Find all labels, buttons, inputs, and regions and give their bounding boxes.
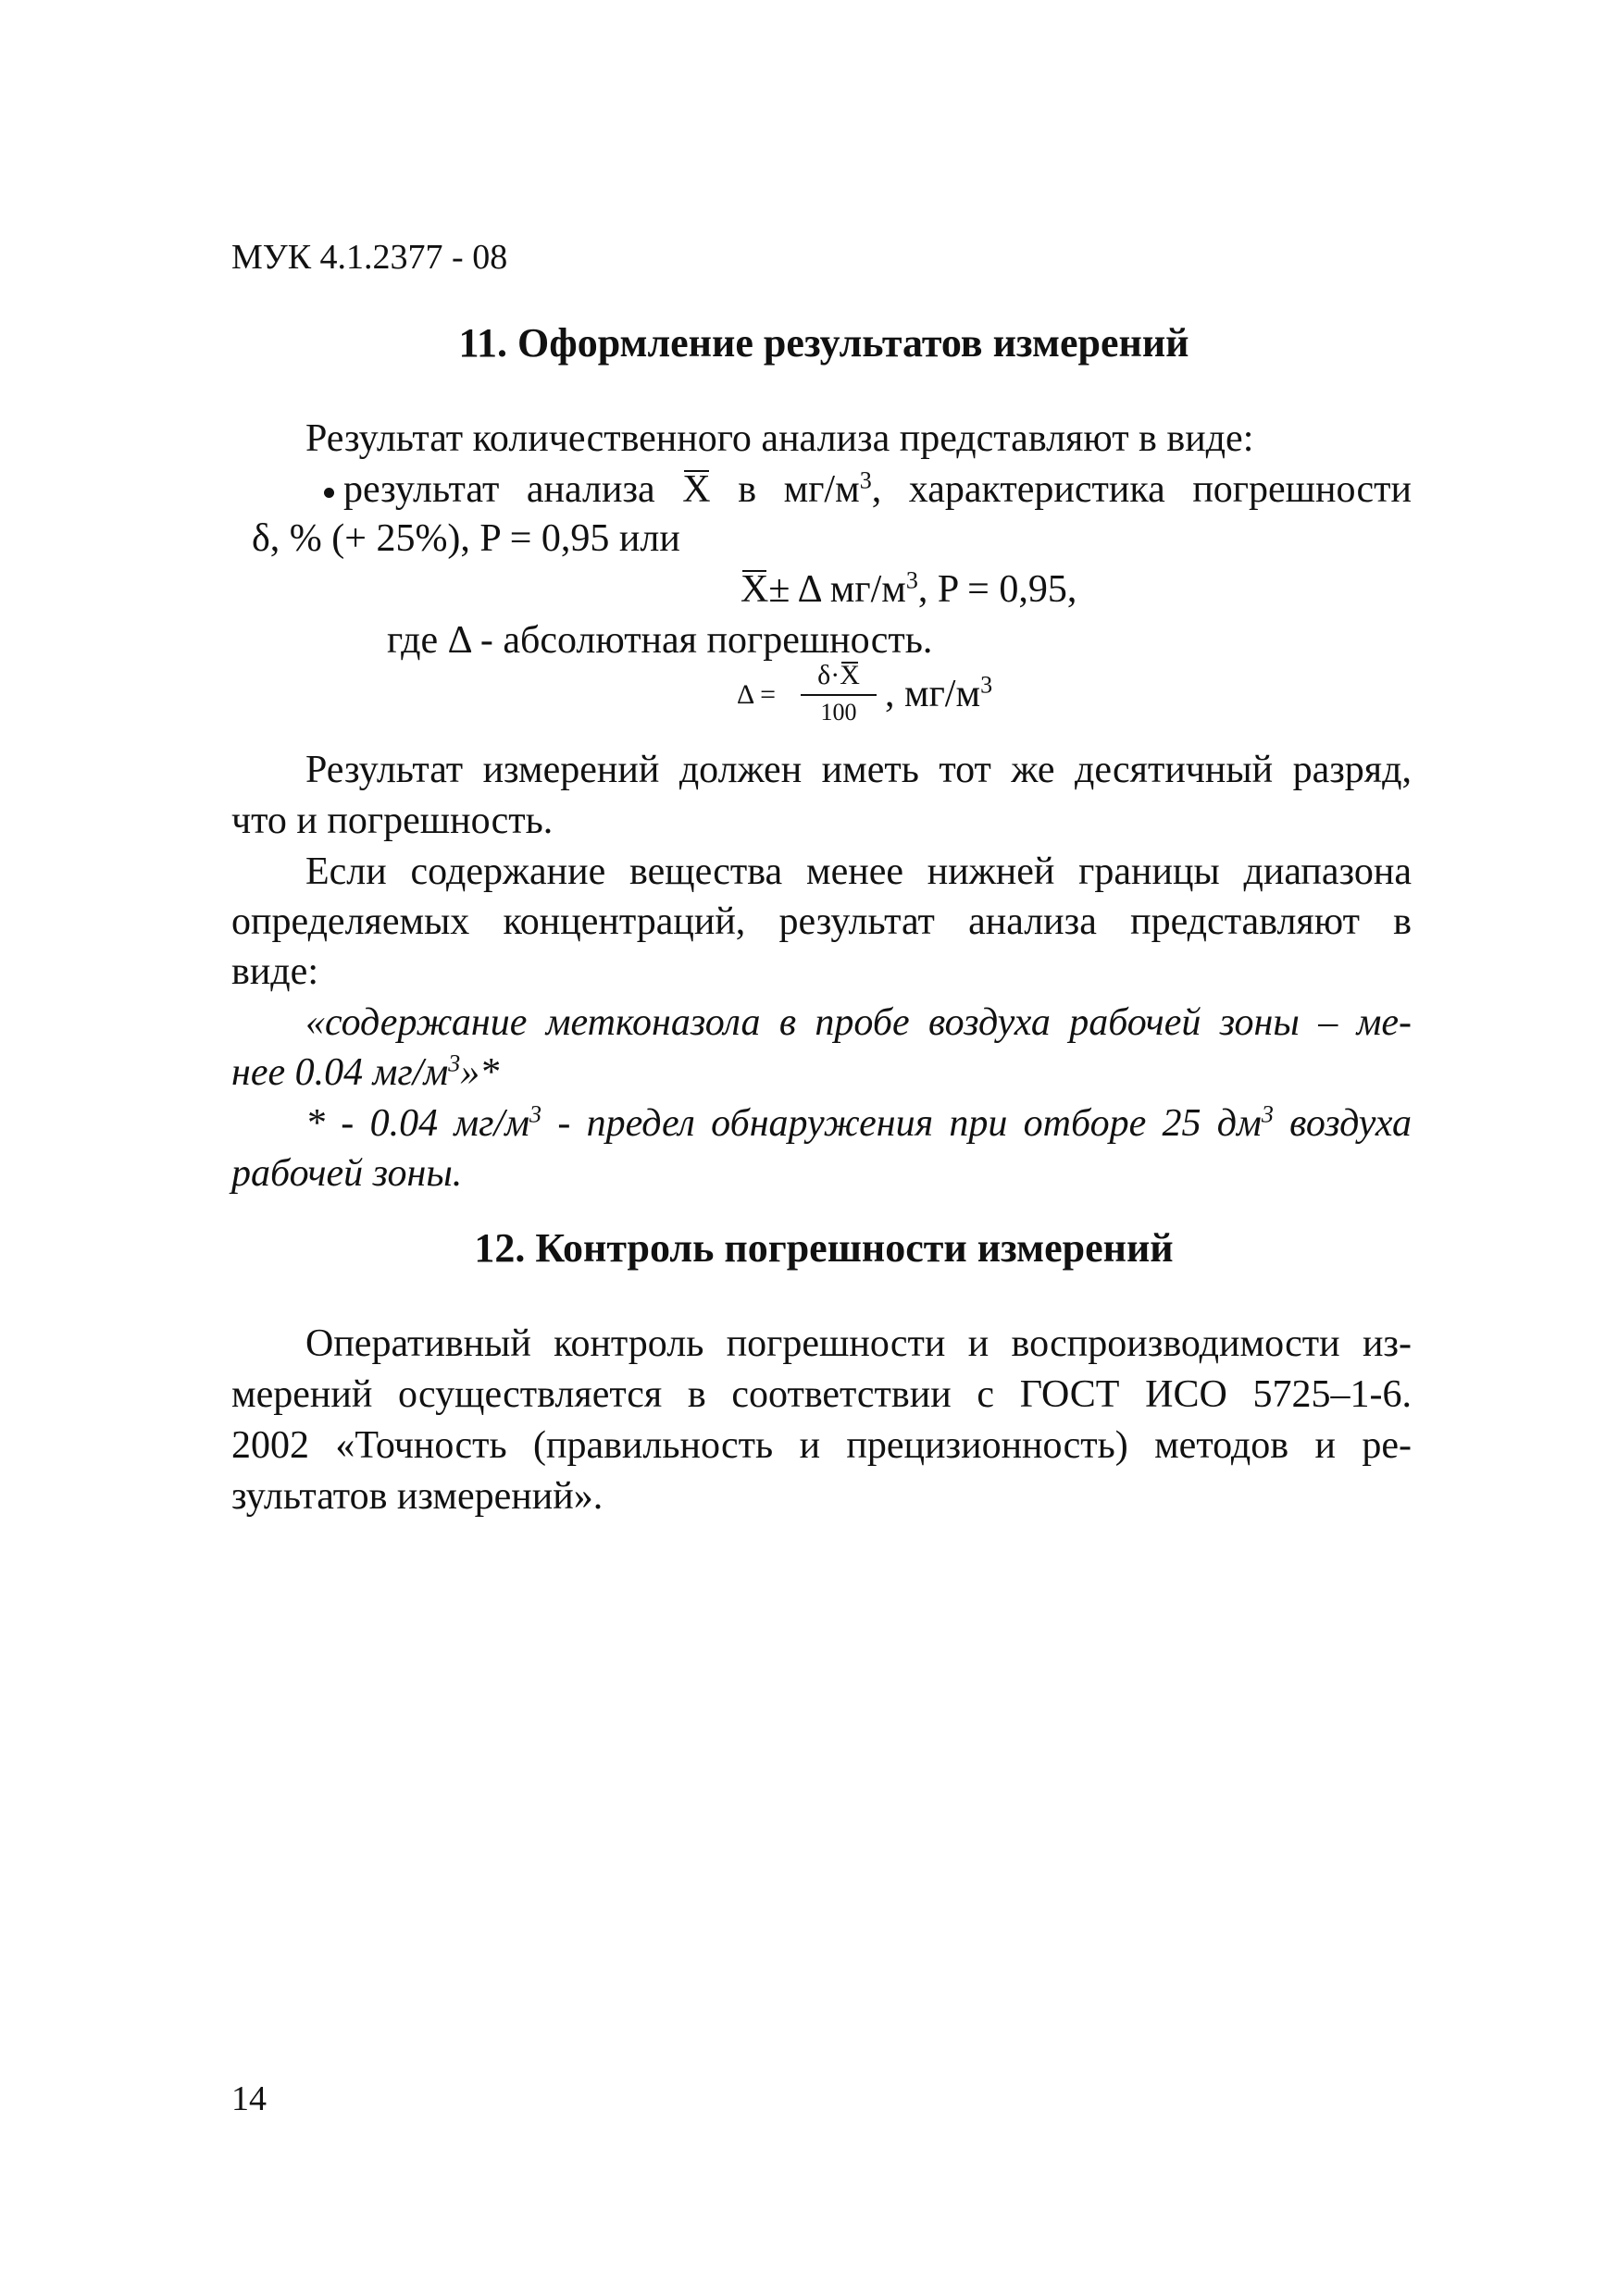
expression-line: X± Δ $мг/м^3$, P = 0,95, bbox=[741, 566, 1077, 611]
decimal-line-2: что и погрешность. bbox=[231, 800, 554, 842]
document-code: МУК 4.1.2377 - 08 bbox=[231, 238, 508, 277]
x-mean-symbol: X bbox=[741, 568, 769, 611]
formula-numerator: δ·X bbox=[817, 660, 860, 690]
section-12-heading: 12. Контроль погрешности измерений bbox=[474, 1225, 1174, 1271]
below-range-line-1: Если содержание вещества менее нижней границы диапазона bbox=[305, 850, 1412, 893]
x-mean-symbol: X bbox=[682, 468, 711, 511]
formula-fraction bbox=[797, 659, 880, 727]
footnote-line-1: * - 0.04 $мг/м^3$ - предел обнаружения при отборе 25 $дм^3$ воздуха bbox=[305, 1100, 1412, 1145]
bullet-line-1: результат анализа X в $мг/м^3$, характеристика погрешности bbox=[324, 467, 1412, 512]
formula-unit: , $мг/м^3$ bbox=[885, 671, 993, 715]
below-range-line-3: виде: bbox=[231, 950, 318, 993]
delta-formula bbox=[737, 659, 1052, 751]
formula-lhs: Δ = bbox=[737, 679, 777, 710]
bullet-icon bbox=[324, 488, 334, 498]
decimal-line-1: Результат измерений должен иметь тот же десятичный разряд, bbox=[305, 749, 1412, 791]
formula-denominator: 100 bbox=[820, 699, 857, 726]
bullet-line-2: δ, % (+ 25%), P = 0,95 или bbox=[252, 517, 680, 560]
section-12-line-4: зультатов измерений». bbox=[231, 1475, 604, 1518]
section-12-line-2: мерений осуществляется в соответствии с ГОСТ ИСО 5725–1-6. bbox=[231, 1373, 1412, 1416]
x-mean-symbol: X bbox=[840, 660, 860, 690]
page-number: 14 bbox=[231, 2079, 267, 2118]
quote-line-2: нее 0.04 $мг/м^3»*$ bbox=[231, 1049, 500, 1094]
section-11-heading: 11. Оформление результатов измерений bbox=[458, 320, 1189, 366]
footnote-line-2: рабочей зоны. bbox=[231, 1152, 463, 1195]
below-range-line-2: определяемых концентраций, результат анализа представляют в bbox=[231, 900, 1412, 943]
section-12-line-3: 2002 «Точность (правильность и прецизионность) методов и ре- bbox=[231, 1424, 1412, 1467]
where-line: где Δ - абсолютная погрешность. bbox=[387, 619, 933, 662]
quote-line-1: «содержание метконазола в пробе воздуха рабочей зоны – ме- bbox=[305, 1001, 1412, 1044]
fraction-bar bbox=[801, 694, 877, 696]
results-intro: Результат количественного анализа представляют в виде: bbox=[305, 417, 1254, 460]
section-12-line-1: Оперативный контроль погрешности и воспроизводимости из- bbox=[305, 1322, 1412, 1365]
